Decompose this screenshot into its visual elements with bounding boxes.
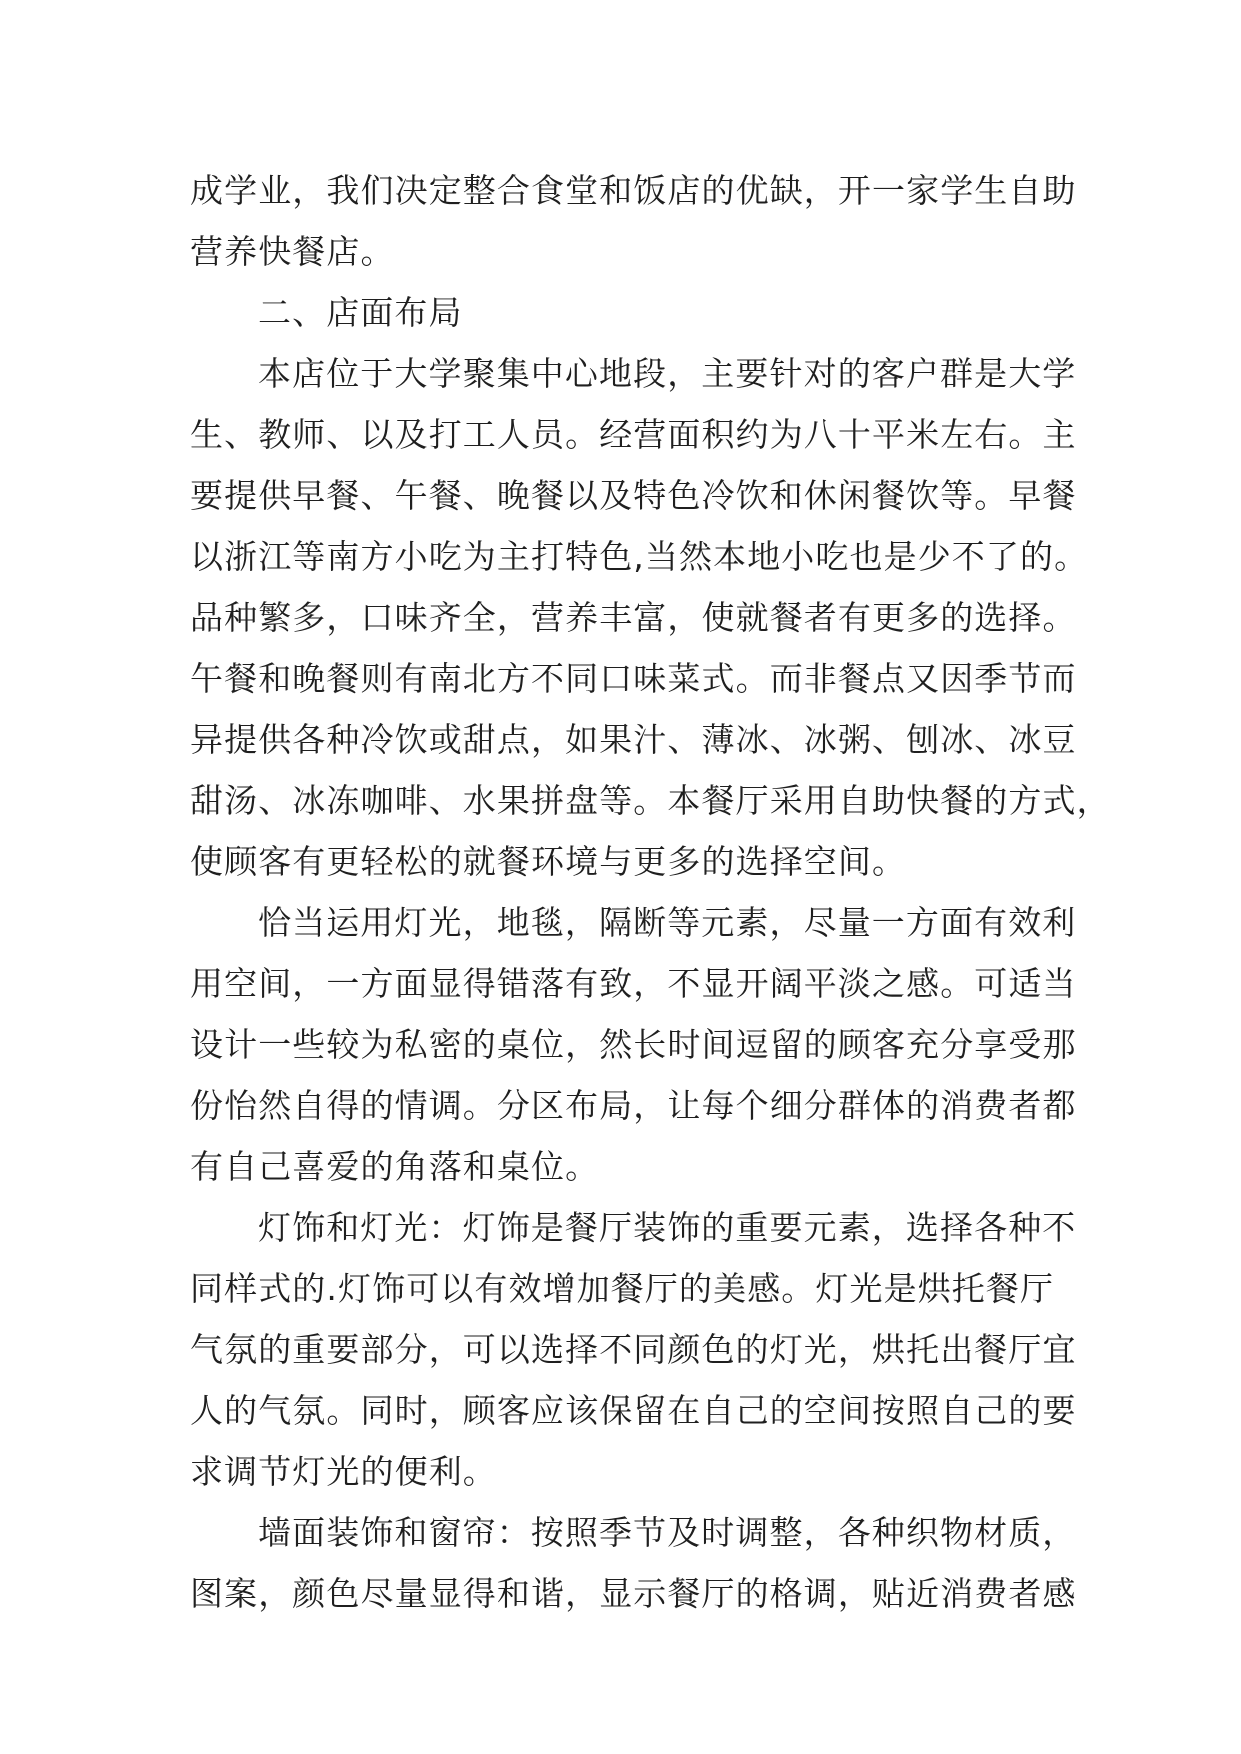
text-line: 营养快餐店。	[190, 232, 395, 271]
text-line: 要提供早餐、午餐、晚餐以及特色冷饮和休闲餐饮等。早餐	[190, 476, 1077, 515]
text-line: 午餐和晚餐则有南北方不同口味菜式。而非餐点又因季节而	[190, 659, 1077, 698]
text-line: 异提供各种冷饮或甜点，如果汁、薄冰、冰粥、刨冰、冰豆	[190, 720, 1077, 759]
text-line: 甜汤、冰冻咖啡、水果拼盘等。本餐厅采用自助快餐的方式，	[190, 781, 1111, 820]
text-line: 以浙江等南方小吃为主打特色,当然本地小吃也是少不了的。	[190, 537, 1089, 576]
text-line: 图案，颜色尽量显得和谐，显示餐厅的格调，贴近消费者感	[190, 1574, 1077, 1613]
text-line: 使顾客有更轻松的就餐环境与更多的选择空间。	[190, 842, 907, 881]
text-line: 成学业，我们决定整合食堂和饭店的优缺，开一家学生自助	[190, 171, 1077, 210]
text-line: 灯饰和灯光：灯饰是餐厅装饰的重要元素，选择各种不	[258, 1208, 1077, 1247]
text-line: 有自己喜爱的角落和桌位。	[190, 1147, 600, 1186]
text-line: 恰当运用灯光，地毯，隔断等元素，尽量一方面有效利	[258, 903, 1077, 942]
text-line: 气氛的重要部分，可以选择不同颜色的灯光，烘托出餐厅宜	[190, 1330, 1077, 1369]
text-line: 本店位于大学聚集中心地段，主要针对的客户群是大学	[258, 354, 1077, 393]
text-line: 生、教师、以及打工人员。经营面积约为八十平米左右。主	[190, 415, 1077, 454]
text-line: 人的气氛。同时，顾客应该保留在自己的空间按照自己的要	[190, 1391, 1077, 1430]
section-heading: 二、店面布局	[258, 293, 463, 332]
text-line: 设计一些较为私密的桌位，然长时间逗留的顾客充分享受那	[190, 1025, 1077, 1064]
text-line: 墙面装饰和窗帘：按照季节及时调整，各种织物材质，	[258, 1513, 1077, 1552]
text-line: 品种繁多，口味齐全，营养丰富，使就餐者有更多的选择。	[190, 598, 1077, 637]
document-page	[190, 160, 1111, 1624]
text-line: 份怡然自得的情调。分区布局，让每个细分群体的消费者都	[190, 1086, 1077, 1125]
text-line: 求调节灯光的便利。	[190, 1452, 497, 1491]
text-line: 用空间，一方面显得错落有致，不显开阔平淡之感。可适当	[190, 964, 1077, 1003]
text-line: 同样式的.灯饰可以有效增加餐厅的美感。灯光是烘托餐厅	[190, 1269, 1055, 1308]
